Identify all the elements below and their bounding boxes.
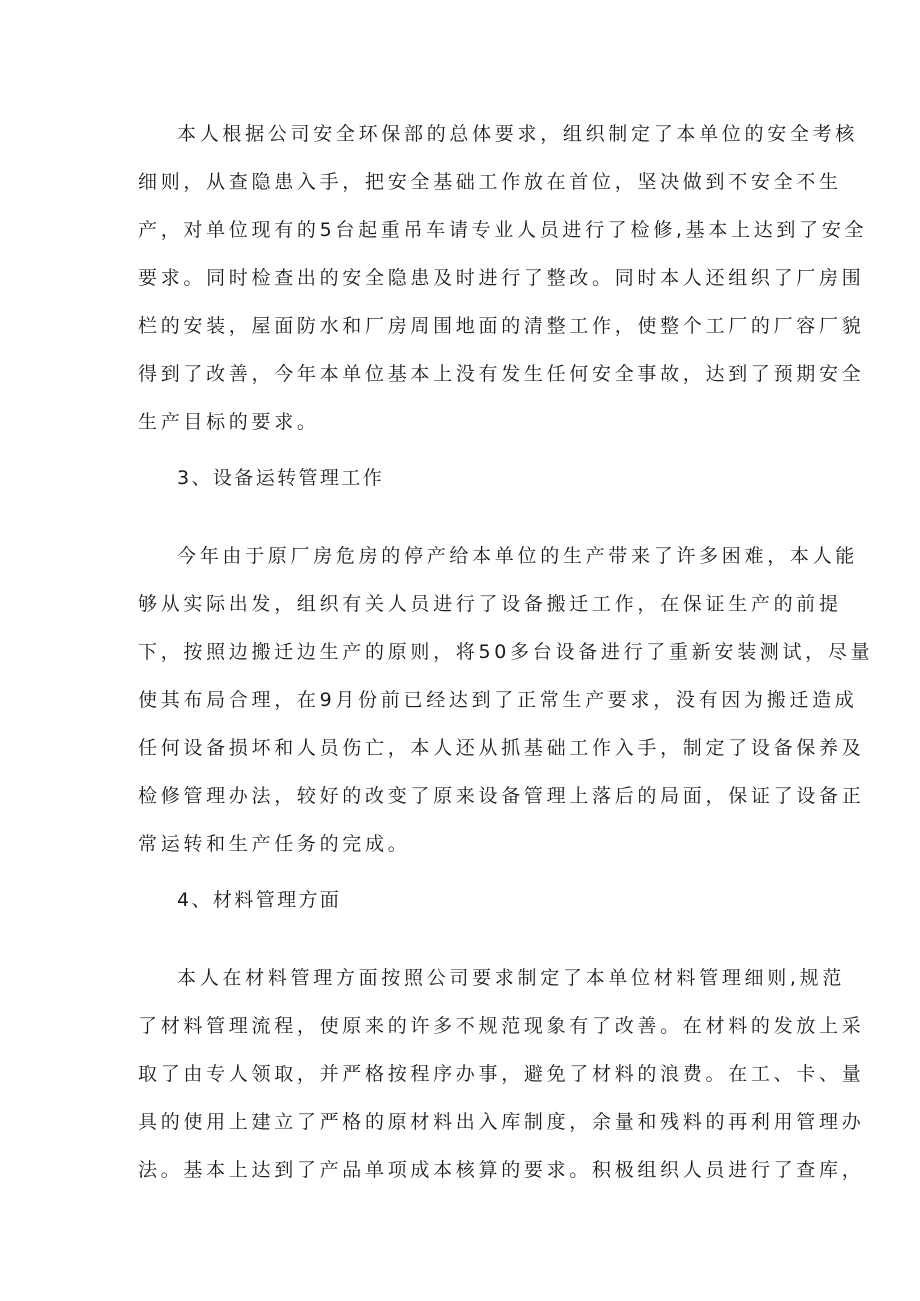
- section-heading-equipment: 3、设备运转管理工作: [177, 467, 385, 489]
- paragraph-line: 了材料管理流程，使原来的许多不规范现象有了改善。在材料的发放上采: [138, 1015, 865, 1037]
- paragraph-line: 细则，从查隐患入手，把安全基础工作放在首位，坚决做到不安全不生: [138, 171, 842, 193]
- section-heading-materials: 4、材料管理方面: [177, 889, 342, 911]
- paragraph-line: 检修管理办法，较好的改变了原来设备管理上落后的局面，保证了设备正: [138, 785, 865, 807]
- paragraph-line: 下，按照边搬迁边生产的原则，将50多台设备进行了重新安装测试，尽量: [138, 641, 874, 663]
- paragraph-line: 生产目标的要求。: [138, 411, 320, 433]
- paragraph-line: 使其布局合理，在9月份前已经达到了正常生产要求，没有因为搬迁造成: [138, 689, 858, 711]
- paragraph-line: 产，对单位现有的5台起重吊车请专业人员进行了检修,基本上达到了安全: [138, 219, 868, 241]
- paragraph-line: 任何设备损坏和人员伤亡，本人还从抓基础工作入手，制定了设备保养及: [138, 737, 865, 759]
- paragraph-line: 取了由专人领取，并严格按程序办事，避免了材料的浪费。在工、卡、量: [138, 1063, 865, 1085]
- paragraph-line: 本人根据公司安全环保部的总体要求，组织制定了本单位的安全考核: [177, 123, 859, 145]
- paragraph-line: 本人在材料管理方面按照公司要求制定了本单位材料管理细则,规范: [177, 967, 846, 989]
- paragraph-line: 今年由于原厂房危房的停产给本单位的生产带来了许多困难，本人能: [177, 545, 859, 567]
- paragraph-line: 具的使用上建立了严格的原材料出入库制度，余量和残料的再利用管理办: [138, 1111, 865, 1133]
- paragraph-line: 栏的安装，屋面防水和厂房周围地面的清整工作，使整个工厂的厂容厂貌: [138, 315, 865, 337]
- paragraph-line: 常运转和生产任务的完成。: [138, 833, 411, 855]
- paragraph-line: 够从实际出发，组织有关人员进行了设备搬迁工作，在保证生产的前提: [138, 593, 842, 615]
- paragraph-line: 法。基本上达到了产品单项成本核算的要求。积极组织人员进行了查库，: [138, 1159, 865, 1181]
- paragraph-line: 要求。同时检查出的安全隐患及时进行了整改。同时本人还组织了厂房围: [138, 267, 865, 289]
- paragraph-line: 得到了改善，今年本单位基本上没有发生任何安全事故，达到了预期安全: [138, 363, 865, 385]
